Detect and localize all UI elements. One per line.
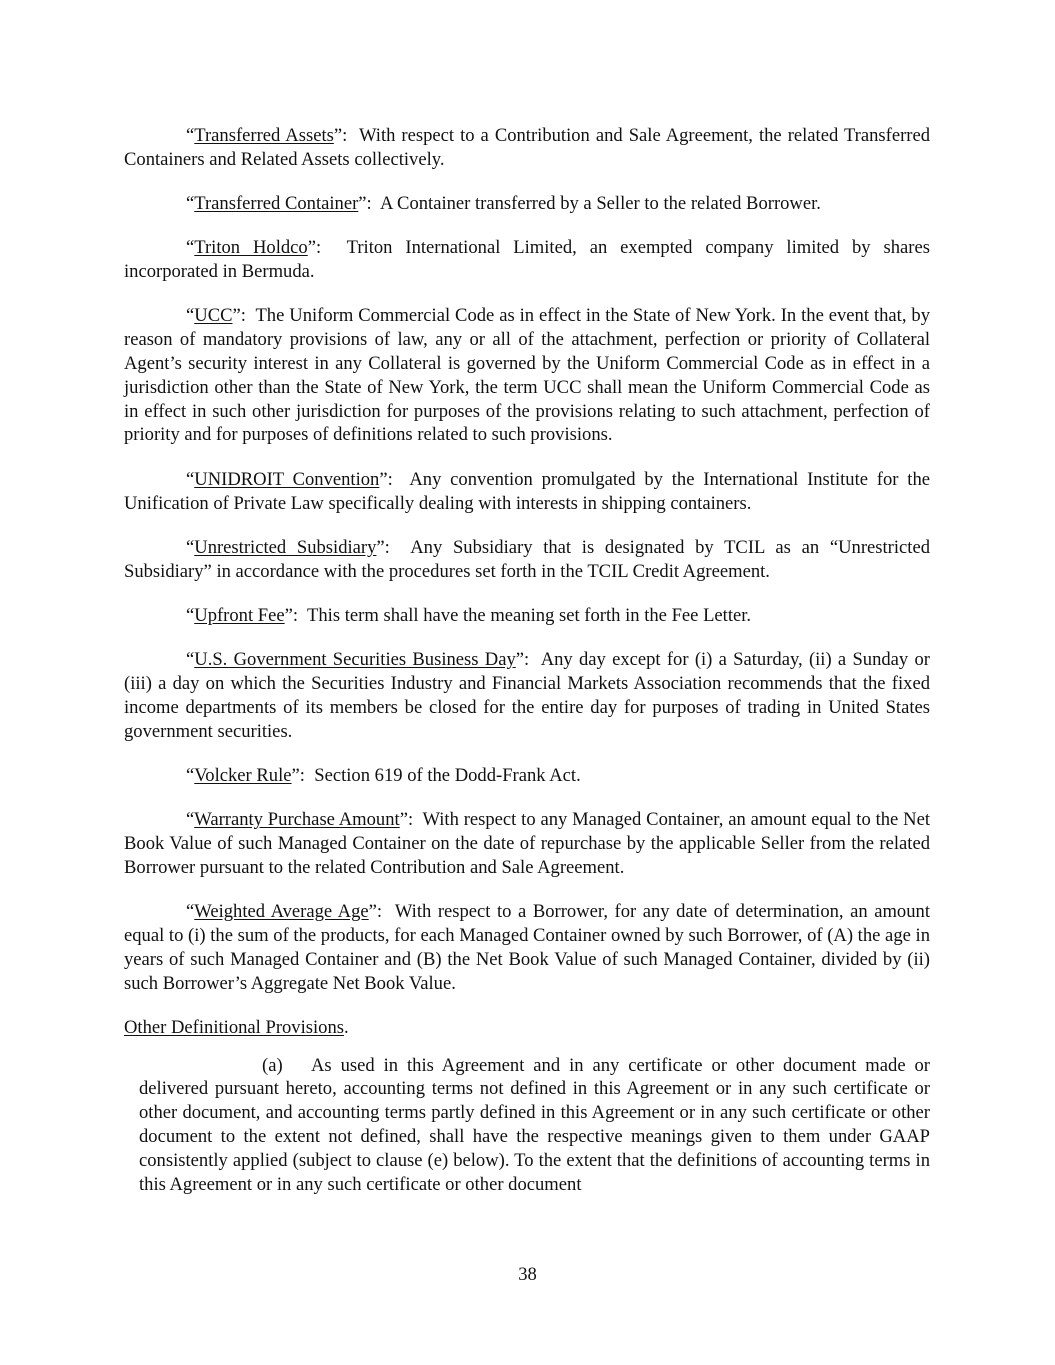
definition-text: Any day except for (i) a Saturday, (ii) a Sunday or (iii) a day on which the Securities Industry and Financial Markets Association recommends that the fixed income departments of its members be closed for the entire day for purposes of trading in United States government securities. [124, 649, 930, 742]
definition-text: Section 619 of the Dodd-Frank Act. [314, 764, 581, 786]
section-heading-text: Other Definitional Provisions [124, 1016, 345, 1038]
definition-text: The Uniform Commercial Code as in effect in the State of New York. In the event that, by reason of mandatory provisions of law, any or all of the attachment, perfection or priority of Collateral Agent’s security interest in any Collateral is governed by the Uniform Commercial Code as in effect in a jurisdiction other than the State of New York, the term UCC shall mean the Uniform Commercial Code as in effect in such other jurisdiction for purposes of the provisions relating to such attachment, perfection of priority and for purposes of definitions related to such provisions. [124, 305, 930, 446]
definition-text: Any convention promulgated by the International Institute for the Unification of Private Law specifically dealing with interests in shipping containers. [124, 468, 930, 514]
definition-text: With respect to a Contribution and Sale Agreement, the related Transferred Containers and Related Assets collectively. [124, 125, 930, 170]
defined-term: Weighted Average Age [194, 901, 369, 923]
section-heading-suffix: . [344, 1016, 349, 1038]
definition-ucc: “UCC”: The Uniform Commercial Code as in effect in the State of New York. In the event that, by reason of mandatory provisions of law, any or all of the attachment, perfection or priority of Collateral Agent’s security interest in any Collateral is governed by the Uniform Commercial Code as in effect in a jurisdiction other than the State of New York, the term UCC shall mean the Uniform Commercial Code as in effect in such other jurisdiction for purposes of the provisions relating to such attachment, perfection of priority and for purposes of definitions related to such provisions. [124, 305, 930, 446]
definition-text: With respect to any Managed Container, an amount equal to the Net Book Value of such Managed Container on the date of repurchase by the applicable Seller from the related Borrower pursuant to the related Contribution and Sale Agreement. [124, 809, 930, 878]
defined-term: Unrestricted Subsidiary [194, 536, 377, 558]
page-number: 38 [518, 1264, 537, 1285]
subparagraph-text: As used in this Agreement and in any certificate or other document made or delivered pursuant hereto, accounting terms not defined in this Agreement or in any such certificate or other document, and accounting terms partly defined in this Agreement or in any such certificate or other document to the extent not defined, shall have the respective meanings given to them under GAAP consistently applied (subject to clause (e) below). To the extent that the definitions of accounting terms in this Agreement or in any such certificate or other document [139, 1054, 930, 1195]
defined-term: U.S. Government Securities Business Day [194, 649, 516, 671]
definition-volcker-rule: “Volcker Rule”: Section 619 of the Dodd-Frank Act. [186, 764, 581, 786]
defined-term: UCC [194, 305, 233, 327]
definition-text: This term shall have the meaning set forth in the Fee Letter. [307, 604, 752, 626]
definition-text: Triton International Limited, an exempted company limited by shares incorporated in Bermuda. [124, 237, 930, 283]
section-heading [124, 1016, 930, 1040]
definition-weighted-average-age: “Weighted Average Age”: With respect to a Borrower, for any date of determination, an amount equal to (i) the sum of the products, for each Managed Container owned by such Borrower, of (A) the age in years of such Managed Container and (B) the Net Book Value of such Managed Container, divided by (ii) such Borrower’s Aggregate Net Book Value. [124, 901, 930, 994]
defined-term: Transferred Assets [194, 125, 334, 146]
definition-text: Any Subsidiary that is designated by TCIL as an “Unrestricted Subsidiary” in accordance with the procedures set forth in the TCIL Credit Agreement. [124, 536, 930, 582]
definition-warranty-purchase-amount: “Warranty Purchase Amount”: With respect to any Managed Container, an amount equal to the Net Book Value of such Managed Container on the date of repurchase by the applicable Seller from the related Borrower pursuant to the related Contribution and Sale Agreement. [124, 809, 930, 878]
definition-unrestricted-subsidiary: “Unrestricted Subsidiary”: Any Subsidiary that is designated by TCIL as an “Unrestricted Subsidiary” in accordance with the procedures set forth in the TCIL Credit Agreement. [124, 536, 930, 582]
definition-text: With respect to a Borrower, for any date of determination, an amount equal to (i) the sum of the products, for each Managed Container owned by such Borrower, of (A) the age in years of such Managed Container and (B) the Net Book Value of such Managed Container, divided by (ii) such Borrower’s Aggregate Net Book Value. [124, 901, 930, 994]
defined-term: Volcker Rule [194, 764, 292, 786]
defined-term: UNIDROIT Convention [194, 468, 380, 490]
defined-term: Warranty Purchase Amount [194, 809, 400, 831]
definition-transferred-container: “Transferred Container”: A Container transferred by a Seller to the related Borrower. [186, 193, 821, 215]
definition-upfront-fee: “Upfront Fee”: This term shall have the meaning set forth in the Fee Letter. [186, 604, 752, 626]
definition-text: A Container transferred by a Seller to the related Borrower. [380, 193, 821, 215]
definition-us-government-securities-business-day: “U.S. Government Securities Business Day”: Any day except for (i) a Saturday, (ii) a Sunday or (iii) a day on which the Securities Industry and Financial Markets Association recommends that the fixed income departments of its members be closed for the entire day for purposes of trading in United States government securities. [124, 649, 930, 742]
subparagraph-a [139, 1054, 930, 1197]
document-body [124, 124, 930, 1196]
definition-unidroit-convention: “UNIDROIT Convention”: Any convention promulgated by the International Institute for the Unification of Private Law specifically dealing with interests in shipping containers. [124, 468, 930, 514]
definition-triton-holdco: “Triton Holdco”: Triton International Limited, an exempted company limited by shares incorporated in Bermuda. [124, 237, 930, 283]
subparagraph-label: (a) [262, 1054, 283, 1076]
defined-term: Transferred Container [194, 193, 359, 215]
definition-transferred-assets: “Transferred Assets”: With respect to a Contribution and Sale Agreement, the related Transferred Containers and Related Assets collectively. [124, 125, 930, 170]
defined-term: Triton Holdco [194, 237, 308, 259]
defined-term: Upfront Fee [194, 604, 285, 626]
